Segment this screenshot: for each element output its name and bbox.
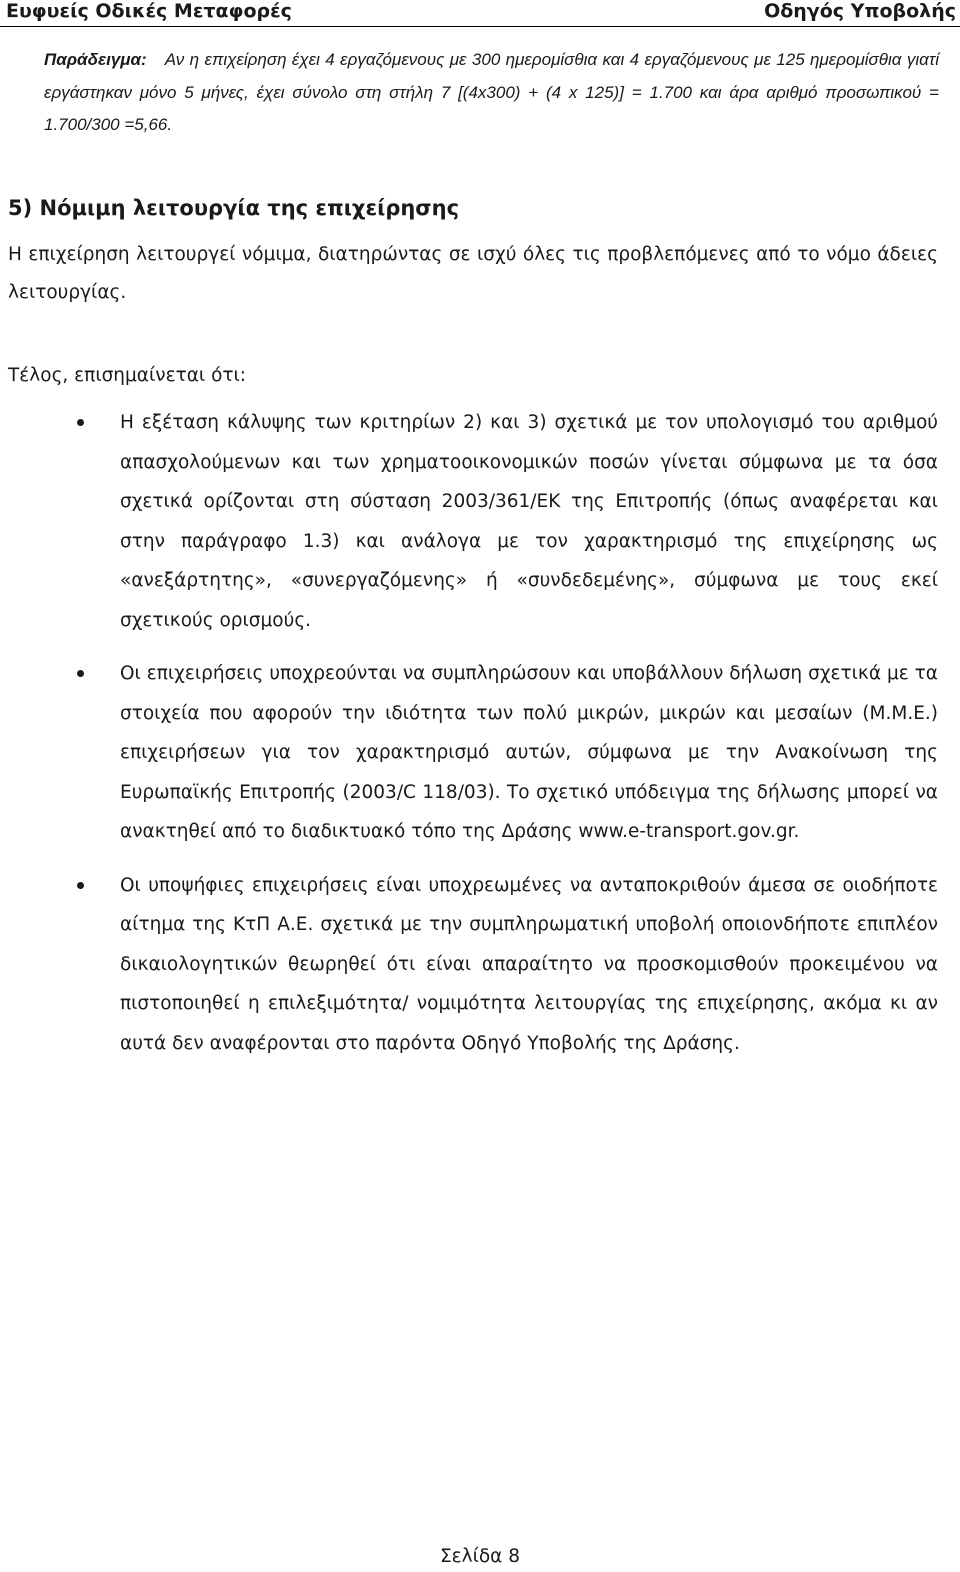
- header-divider: [0, 26, 960, 27]
- example-paragraph: [44, 44, 939, 142]
- bullet-icon: [77, 670, 84, 677]
- list-item: [120, 654, 938, 852]
- page-header: [0, 0, 960, 26]
- list-item-text: Οι επιχειρήσεις υποχρεούνται να συμπληρώσουν και υποβάλλουν δήλωση σχετικά με τα στοιχεία που αφορούν την ιδιότητα των πολύ μικρών, μικρών και μεσαίων (Μ.Μ.Ε.) επιχειρήσεων για τον χαρακτηρισμό αυτών, σύμφωνα με την Ανακοίνωση της Ευρωπαϊκής Επιτροπής (2003/C 118/03). Το σχετικό υπόδειγμα της δήλωσης μπορεί να ανακτηθεί από το διαδικτυακό τόπο της Δράσης www.e-transport.gov.gr.: [120, 663, 938, 842]
- list-item-text: Οι υποψήφιες επιχειρήσεις είναι υποχρεωμένες να ανταποκριθούν άμεσα σε οιοδήποτε αίτημα της ΚτΠ Α.Ε. σχετικά με την συμπληρωματική υποβολή οποιονδήποτε επιπλέον δικαιολογητικών θεωρηθεί ότι είναι απαραίτητο να προσκομισθούν προκειμένου να πιστοποιηθεί η επιλεξιμότητα/ νομιμότητα λειτουργίας της επιχείρησης, ακόμα κι αν αυτά δεν αναφέρονται στο παρόντα Οδηγό Υποβολής της Δράσης.: [120, 874, 938, 1054]
- example-text: Αν η επιχείρηση έχει 4 εργαζόμενους με 300 ημερομίσθια και 4 εργαζόμενους με 125 ημερομίσθια γιατί εργάστηκαν μόνο 5 μήνες, έχει σύνολο στη στήλη 7 [(4x300) + (4 x 125)] = 1.700 και άρα αριθμό προσωπικού = 1.700/300 =5,66.: [44, 50, 939, 134]
- example-label: Παράδειγμα:: [44, 50, 147, 69]
- final-notes-intro: Τέλος, επισημαίνεται ότι:: [8, 365, 247, 386]
- list-item: [120, 866, 938, 1064]
- document-title: Ευφυείς Οδικές Μεταφορές: [6, 0, 292, 22]
- list-item-text: Η εξέταση κάλυψης των κριτηρίων 2) και 3) σχετικά με τον υπολογισμό του αριθμού απασχολούμενων και των χρηματοοικονομικών ποσών γίνεται σύμφωνα με τα όσα σχετικά ορίζονται στη σύσταση 2003/361/ΕΚ της Επιτροπής (όπως αναφέρεται και στην παράγραφο 1.3) και ανάλογα με τον χαρακτηρισμό της επιχείρησης ως «ανεξάρτητης», «συνεργαζόμενης» ή «συνδεδεμένης», σύμφωνα με τους εκεί σχετικούς ορισμούς.: [120, 412, 938, 631]
- page-number: Σελίδα 8: [439, 1546, 521, 1567]
- section-title: 5) Νόμιμη λειτουργία της επιχείρησης: [8, 196, 460, 220]
- bullet-icon: [77, 419, 84, 426]
- bullet-icon: [77, 882, 84, 889]
- guide-title: Οδηγός Υποβολής: [764, 0, 956, 22]
- bullet-list: [0, 403, 960, 1077]
- list-item: [120, 403, 938, 640]
- section-paragraph: Η επιχείρηση λειτουργεί νόμιμα, διατηρώντας σε ισχύ όλες τις προβλεπόμενες από το νόμο άδειες λειτουργίας.: [8, 244, 938, 303]
